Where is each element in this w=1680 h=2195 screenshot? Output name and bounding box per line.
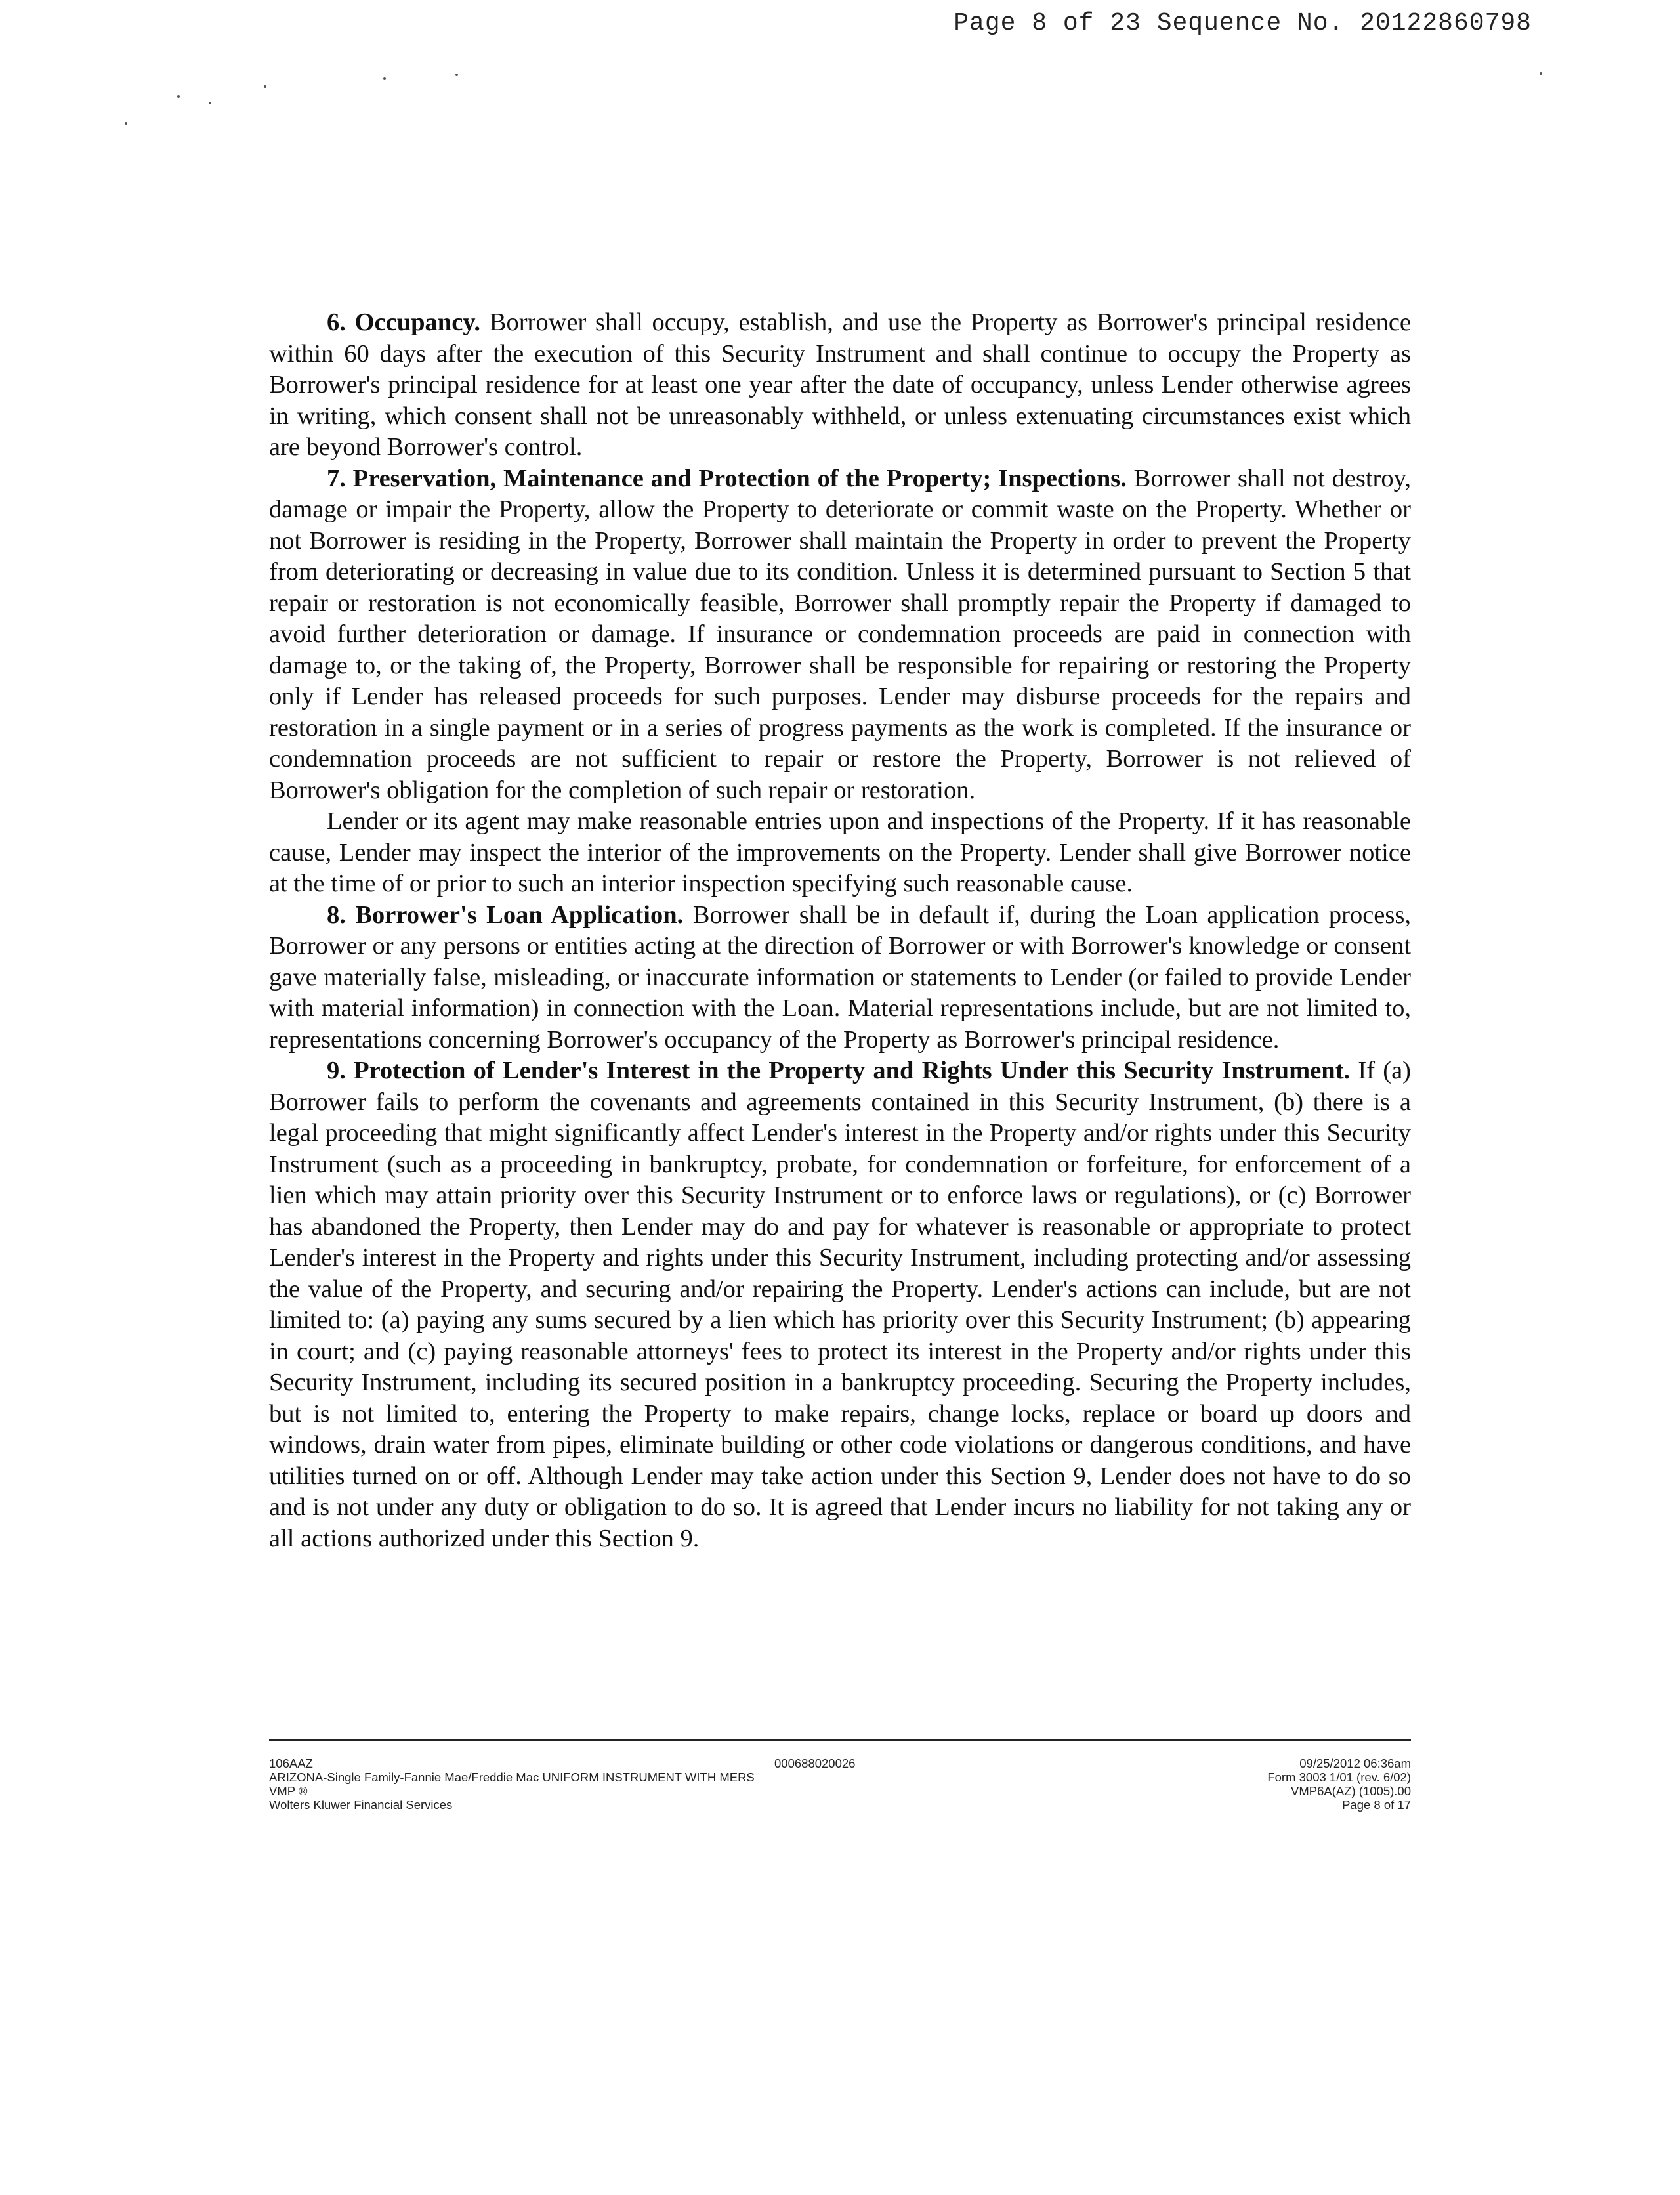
footer-vmp-code: VMP6A(AZ) (1005).00	[1290, 1784, 1411, 1798]
scan-speck	[1540, 72, 1542, 75]
section-text: Borrower shall not destroy, damage or impair the Property, allow the Property to deteriorate or commit waste on the Property. Whether or not Borrower is residing in the Property, Borrower shall maintain the Property in order to prevent the Property from deteriorating or decreasing in value due to its condition. Unless it is determined pursuant to Section 5 that repair or restoration is not economically feasible, Borrower shall promptly repair the Property if damaged to avoid further deterioration or damage. If insurance or condemnation proceeds are paid in connection with damage to, or the taking of, the Property, Borrower shall be responsible for repairing or restoring the Property only if Lender has released proceeds for such purposes. Lender may disburse proceeds for the repairs and restoration in a single payment or in a series of progress payments as the work is completed. If the insurance or condemnation proceeds are not sufficient to repair or restore the Property, Borrower is not relieved of Borrower's obligation for the completion of such repair or restoration.	[269, 464, 1411, 804]
scan-speck	[383, 77, 386, 80]
section-heading: 8. Borrower's Loan Application.	[327, 901, 684, 929]
section-8-loan-application	[269, 900, 1411, 1056]
section-heading: 9. Protection of Lender's Interest in the Property and Rights Under this Security Instrument.	[327, 1057, 1351, 1084]
footer-form-title: ARIZONA-Single Family-Fannie Mae/Freddie Mac UNIFORM INSTRUMENT WITH MERS	[269, 1770, 755, 1784]
footer-left	[269, 1757, 991, 1812]
scan-speck	[455, 74, 458, 76]
footer-right	[1267, 1757, 1411, 1812]
section-heading: 7. Preservation, Maintenance and Protection of the Property; Inspections.	[327, 464, 1127, 492]
section-text: Lender or its agent may make reasonable entries upon and inspections of the Property. If it has reasonable cause, Lender may inspect the interior of the improvements on the Property. Lender shall give Borrower notice at the time of or prior to such an interior inspection specifying such reasonable cause.	[269, 807, 1411, 897]
footer-datetime: 09/25/2012 06:36am	[1299, 1757, 1411, 1770]
section-7-inspections	[269, 806, 1411, 900]
footer-form-number: Form 3003 1/01 (rev. 6/02)	[1267, 1770, 1411, 1784]
document-body	[269, 307, 1411, 1554]
scan-speck	[125, 122, 127, 125]
section-text: Borrower shall be in default if, during the Loan application process, Borrower or any persons or entities acting at the direction of Borrower or with Borrower's knowledge or consent gave materially false, misleading, or inaccurate information or statements to Lender (or failed to provide Lender with material information) in connection with the Loan. Material representations include, but are not limited to, representations concerning Borrower's occupancy of the Property as Borrower's principal residence.	[269, 901, 1411, 1054]
footer-vmp: VMP ®	[269, 1784, 308, 1798]
section-6-occupancy	[269, 307, 1411, 463]
section-text: If (a) Borrower fails to perform the covenants and agreements contained in this Security Instrument, (b) there is a legal proceeding that might significantly affect Lender's interest in the Property and/or rights under this Security Instrument (such as a proceeding in bankruptcy, probate, for condemnation or forfeiture, for enforcement of a lien which may attain priority over this Security Instrument or to enforce laws or regulations), or (c) Borrower has abandoned the Property, then Lender may do and pay for whatever is reasonable or appropriate to protect Lender's interest in the Property and rights under this Security Instrument, including protecting and/or assessing the value of the Property, and securing and/or repairing the Property. Lender's actions can include, but are not limited to: (a) paying any sums secured by a lien which has priority over this Security Instrument; (b) appearing in court; and (c) paying reasonable attorneys' fees to protect its interest in the Property and/or rights under this Security Instrument, including its secured position in a bankruptcy proceeding. Securing the Property includes, but is not limited to, entering the Property to make repairs, change locks, replace or board up doors and windows, drain water from pipes, eliminate building or other code violations or dangerous conditions, and have utilities turned on or off. Although Lender may take action under this Section 9, Lender does not have to do so and is not under any duty or obligation to do so. It is agreed that Lender incurs no liability for not taking any or all actions authorized under this Section 9.	[269, 1057, 1411, 1552]
scan-speck	[264, 85, 266, 88]
page-sequence-header: Page 8 of 23 Sequence No. 20122860798	[954, 9, 1532, 37]
section-9-protection	[269, 1055, 1411, 1554]
scan-speck	[209, 102, 211, 104]
footer-publisher: Wolters Kluwer Financial Services	[269, 1798, 453, 1812]
footer-center	[774, 1757, 855, 1770]
footer-loan-number: 000688020026	[774, 1757, 856, 1770]
footer-page-number: Page 8 of 17	[1342, 1798, 1411, 1812]
footer-code: 106AAZ	[269, 1757, 313, 1770]
footer-divider	[269, 1739, 1411, 1741]
section-7-preservation	[269, 463, 1411, 807]
scan-speck	[177, 95, 180, 98]
section-text: Borrower shall occupy, establish, and use the Property as Borrower's principal residence within 60 days after the execution of this Security Instrument and shall continue to occupy the Property as Borrower's principal residence for at least one year after the date of occupancy, unless Lender otherwise agrees in writing, which consent shall not be unreasonably withheld, or unless extenuating circumstances exist which are beyond Borrower's control.	[269, 309, 1411, 461]
section-heading: 6. Occupancy.	[327, 309, 481, 336]
